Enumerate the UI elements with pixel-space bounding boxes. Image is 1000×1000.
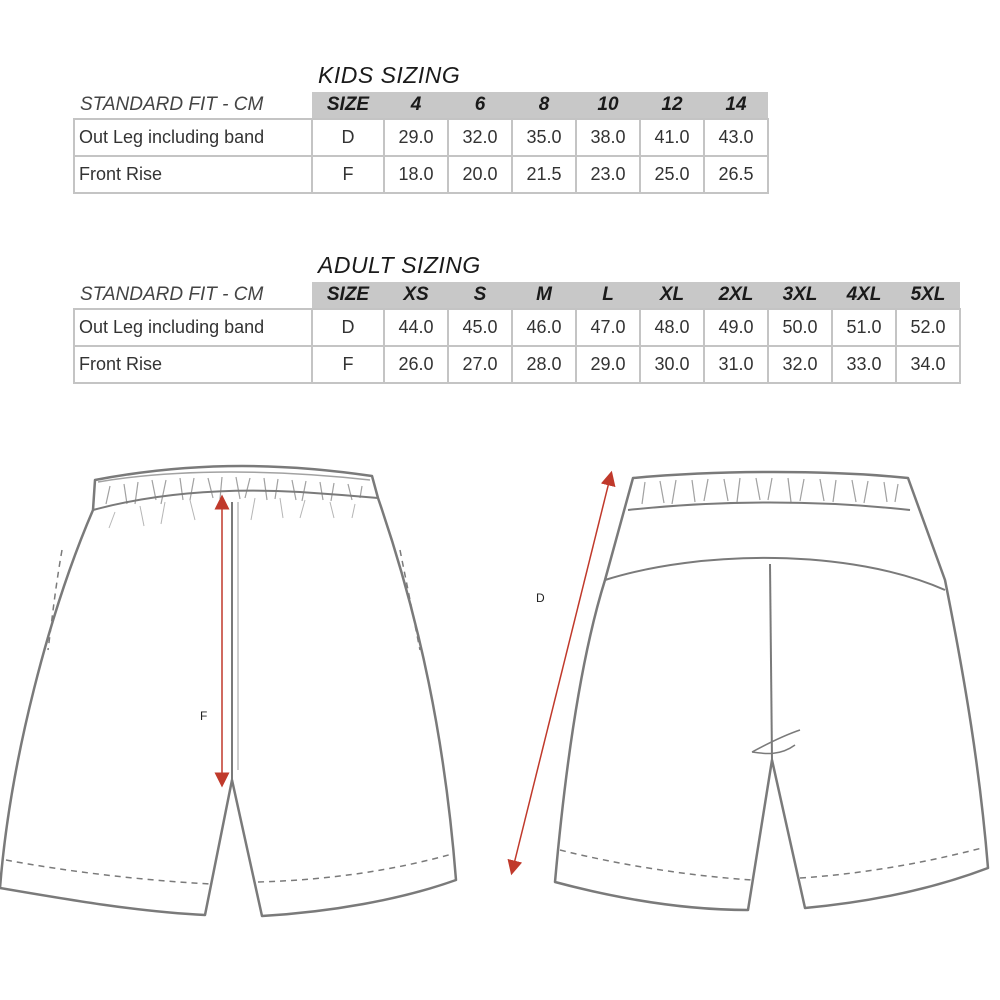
out-leg-label: D xyxy=(536,591,545,605)
table-cell: 32.0 xyxy=(448,119,512,156)
measurement-code: F xyxy=(312,156,384,193)
adult-size-col: 3XL xyxy=(768,282,832,309)
adult-size-col: 2XL xyxy=(704,282,768,309)
measurement-code: D xyxy=(312,309,384,346)
table-cell: 51.0 xyxy=(832,309,896,346)
kids-sizing-title: KIDS SIZING xyxy=(318,62,461,88)
adult-size-col: XS xyxy=(384,282,448,309)
shorts-diagram xyxy=(0,440,1000,1000)
measurement-label: Out Leg including band xyxy=(74,309,312,346)
kids-header-row xyxy=(74,92,768,119)
table-row xyxy=(74,346,960,383)
table-cell: 29.0 xyxy=(384,119,448,156)
table-cell: 26.5 xyxy=(704,156,768,193)
table-cell: 26.0 xyxy=(384,346,448,383)
table-cell: 45.0 xyxy=(448,309,512,346)
measurement-label: Front Rise xyxy=(74,346,312,383)
table-cell: 49.0 xyxy=(704,309,768,346)
adult-fit-label: STANDARD FIT - CM xyxy=(80,284,264,305)
kids-size-col: 8 xyxy=(512,92,576,119)
measurement-code: D xyxy=(312,119,384,156)
table-row xyxy=(74,156,768,193)
table-cell: 28.0 xyxy=(512,346,576,383)
table-cell: 29.0 xyxy=(576,346,640,383)
shorts-back-view xyxy=(555,472,988,910)
adult-size-col: M xyxy=(512,282,576,309)
table-cell: 20.0 xyxy=(448,156,512,193)
shorts-front-view xyxy=(0,466,456,916)
table-cell: 41.0 xyxy=(640,119,704,156)
measurement-label: Front Rise xyxy=(74,156,312,193)
kids-size-col: 10 xyxy=(576,92,640,119)
table-cell: 47.0 xyxy=(576,309,640,346)
table-cell: 18.0 xyxy=(384,156,448,193)
adult-size-col: S xyxy=(448,282,512,309)
table-cell: 35.0 xyxy=(512,119,576,156)
table-cell: 48.0 xyxy=(640,309,704,346)
adult-size-col: L xyxy=(576,282,640,309)
kids-fit-label: STANDARD FIT - CM xyxy=(80,94,264,115)
table-cell: 27.0 xyxy=(448,346,512,383)
adult-size-col: 5XL xyxy=(896,282,960,309)
adult-sizing-title: ADULT SIZING xyxy=(318,252,481,278)
table-cell: 21.5 xyxy=(512,156,576,193)
kids-size-table xyxy=(73,92,769,194)
table-row xyxy=(74,119,768,156)
front-rise-label: F xyxy=(200,709,208,723)
table-cell: 23.0 xyxy=(576,156,640,193)
adult-size-header: SIZE xyxy=(312,282,384,309)
table-cell: 44.0 xyxy=(384,309,448,346)
table-cell: 30.0 xyxy=(640,346,704,383)
table-cell: 46.0 xyxy=(512,309,576,346)
kids-size-header: SIZE xyxy=(312,92,384,119)
table-row xyxy=(74,309,960,346)
measurement-code: F xyxy=(312,346,384,383)
table-cell: 33.0 xyxy=(832,346,896,383)
kids-size-col: 14 xyxy=(704,92,768,119)
kids-size-col: 4 xyxy=(384,92,448,119)
table-cell: 34.0 xyxy=(896,346,960,383)
adult-size-col: 4XL xyxy=(832,282,896,309)
measurement-label: Out Leg including band xyxy=(74,119,312,156)
table-cell: 50.0 xyxy=(768,309,832,346)
table-cell: 25.0 xyxy=(640,156,704,193)
adult-header-row xyxy=(74,282,960,309)
table-cell: 31.0 xyxy=(704,346,768,383)
table-cell: 38.0 xyxy=(576,119,640,156)
table-cell: 43.0 xyxy=(704,119,768,156)
kids-size-col: 6 xyxy=(448,92,512,119)
adult-size-table xyxy=(73,282,961,384)
kids-size-col: 12 xyxy=(640,92,704,119)
adult-size-col: XL xyxy=(640,282,704,309)
table-cell: 52.0 xyxy=(896,309,960,346)
table-cell: 32.0 xyxy=(768,346,832,383)
